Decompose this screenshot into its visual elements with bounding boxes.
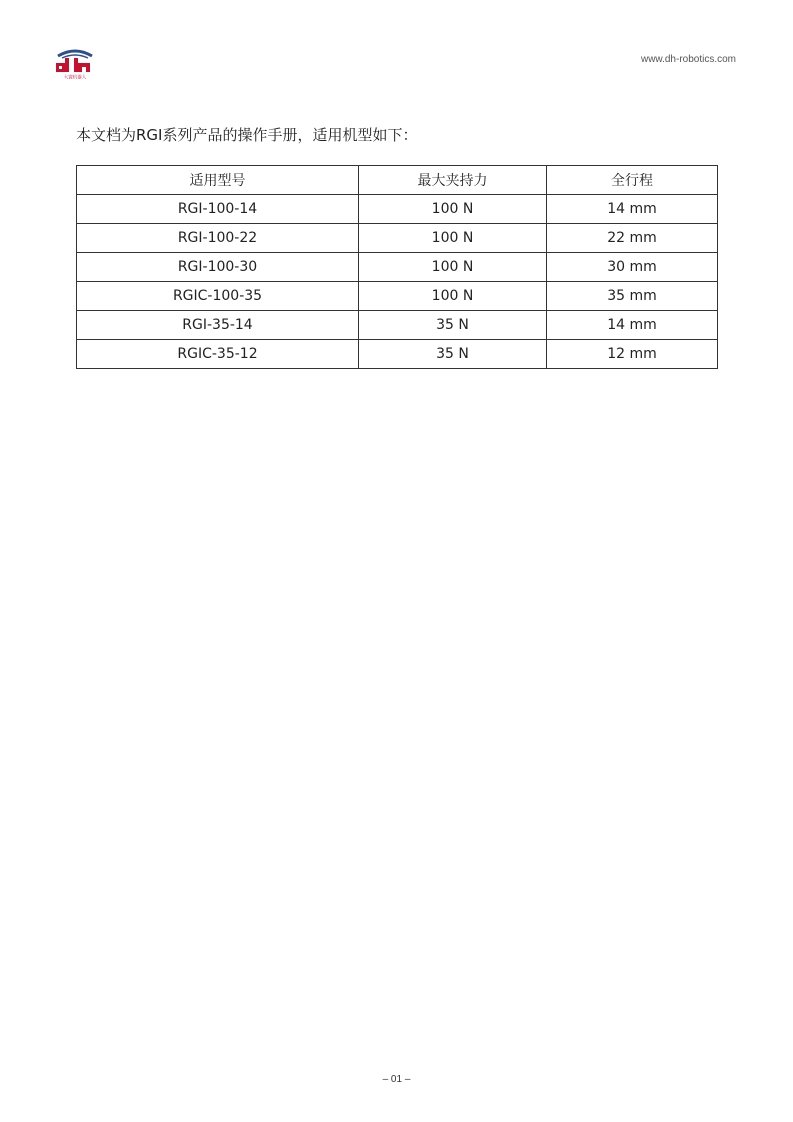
cell-stroke: 12 mm (547, 340, 718, 369)
cell-model: RGI-100-22 (77, 224, 359, 253)
cell-force: 100 N (359, 282, 547, 311)
dh-robotics-logo-icon (52, 48, 98, 80)
table-row (77, 340, 718, 369)
table-row (77, 282, 718, 311)
table-row (77, 311, 718, 340)
cell-stroke: 35 mm (547, 282, 718, 311)
cell-force: 100 N (359, 195, 547, 224)
header-model: 适用型号 (77, 166, 359, 195)
cell-force: 100 N (359, 224, 547, 253)
logo-caption: 大寰机器人 (63, 75, 87, 80)
website-url: www.dh-robotics.com (640, 54, 736, 65)
cell-stroke: 30 mm (547, 253, 718, 282)
cell-model: RGIC-100-35 (77, 282, 359, 311)
cell-model: RGI-100-14 (77, 195, 359, 224)
company-logo (52, 48, 98, 80)
cell-model: RGIC-35-12 (77, 340, 359, 369)
cell-force: 100 N (359, 253, 547, 282)
cell-stroke: 22 mm (547, 224, 718, 253)
header-max-gripping-force: 最大夹持力 (359, 166, 547, 195)
table-header-row (77, 166, 718, 195)
table-row (77, 195, 718, 224)
header-full-stroke: 全行程 (547, 166, 718, 195)
cell-model: RGI-100-30 (77, 253, 359, 282)
cell-stroke: 14 mm (547, 195, 718, 224)
table-row (77, 253, 718, 282)
model-spec-table (76, 165, 718, 369)
cell-force: 35 N (359, 340, 547, 369)
table-row (77, 224, 718, 253)
page-number: – 01 – (382, 1074, 411, 1085)
cell-force: 35 N (359, 311, 547, 340)
cell-model: RGI-35-14 (77, 311, 359, 340)
cell-stroke: 14 mm (547, 311, 718, 340)
intro-text: 本文档为RGI系列产品的操作手册，适用机型如下： (76, 126, 418, 144)
